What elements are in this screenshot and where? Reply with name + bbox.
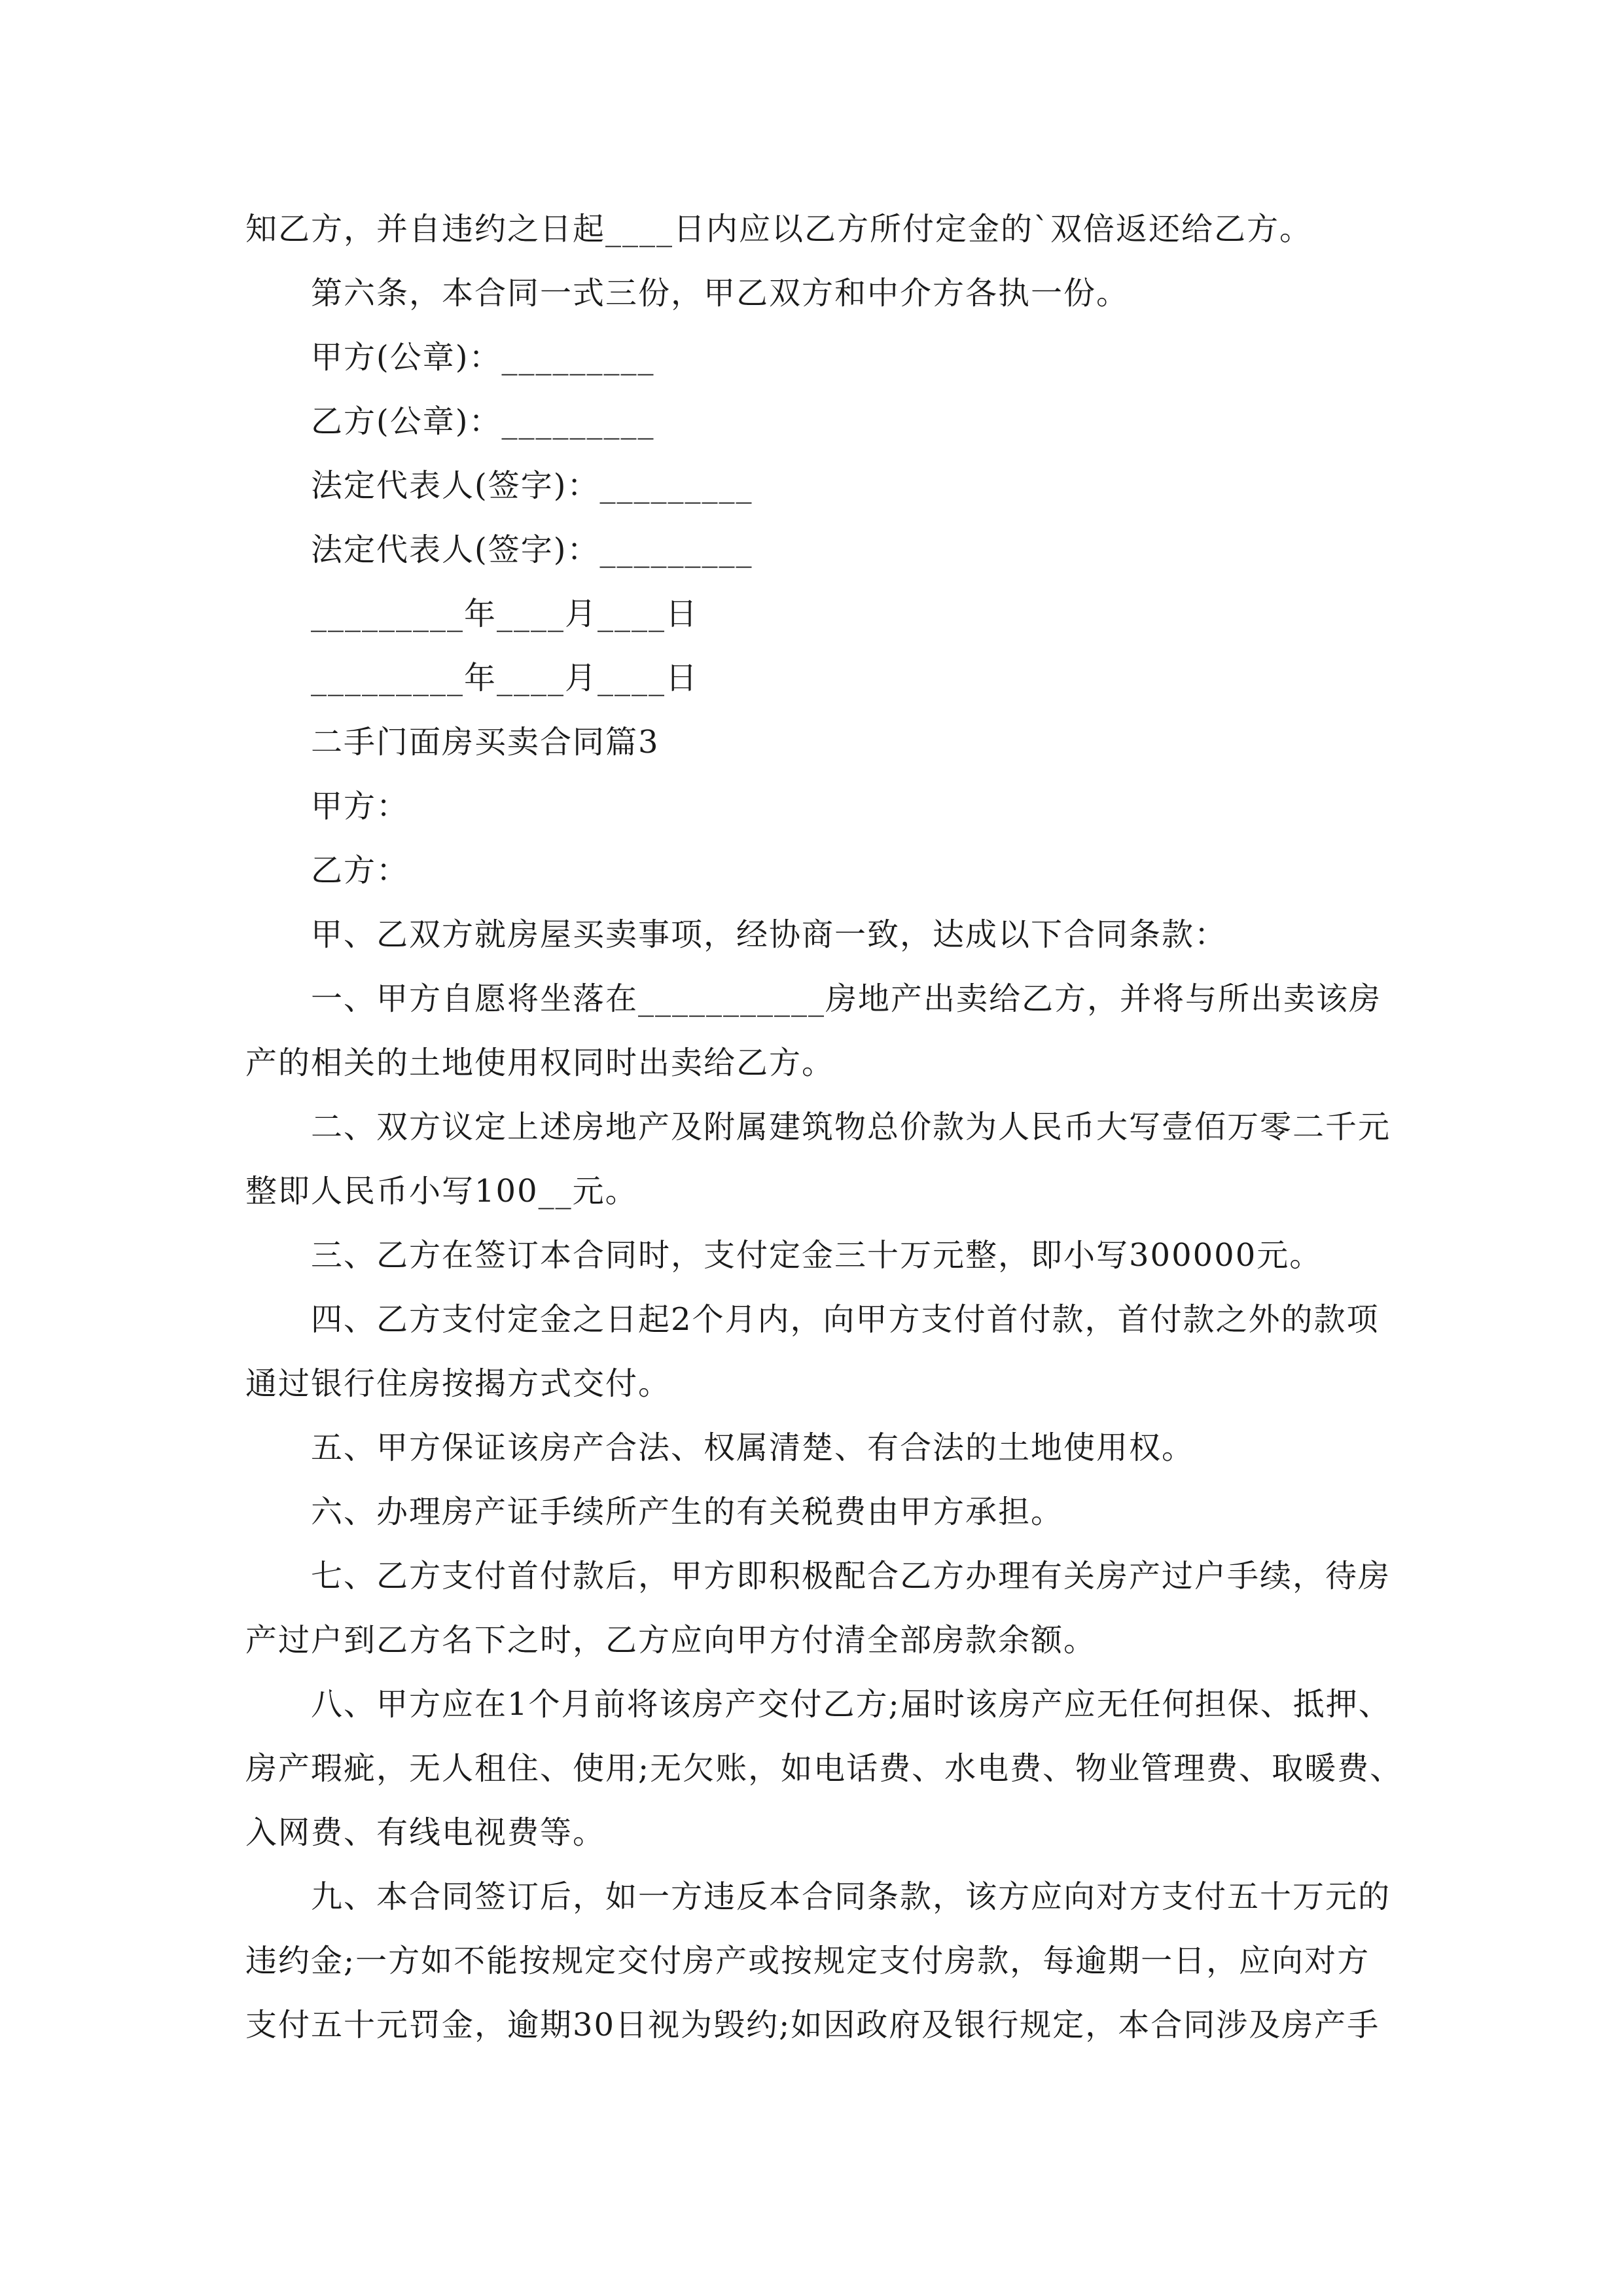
text-line: 八、甲方应在1个月前将该房产交付乙方;届时该房产应无任何担保、抵押、: [311, 1686, 1391, 1723]
party-b-label: 乙方：: [311, 852, 410, 889]
text-line: 七、乙方支付首付款后，甲方即积极配合乙方办理有关房产过户手续，待房: [311, 1558, 1391, 1594]
signature-line-party-a-seal: 甲方(公章)：_________: [311, 339, 655, 376]
text-line: 二、双方议定上述房地产及附属建筑物总价款为人民币大写壹佰万零二千元: [311, 1109, 1391, 1145]
text-line: 整即人民币小写100__元。: [245, 1173, 638, 1210]
text-line: 六、办理房产证手续所产生的有关税费由甲方承担。: [311, 1494, 1064, 1530]
text-line: 违约金;一方如不能按规定交付房产或按规定支付房款，每逾期一日，应向对方: [245, 1943, 1370, 1979]
text-line: 知乙方，并自违约之日起____日内应以乙方所付定金的`双倍返还给乙方。: [245, 211, 1313, 247]
signature-line-party-b-seal: 乙方(公章)：_________: [311, 403, 655, 440]
signature-line-legal-rep-1: 法定代表人(签字)：_________: [311, 467, 753, 504]
text-line: 房产瑕疵，无人租住、使用;无欠账，如电话费、水电费、物业管理费、取暖费、: [245, 1750, 1403, 1787]
text-line: 产的相关的土地使用权同时出卖给乙方。: [245, 1045, 835, 1081]
text-line: 五、甲方保证该房产合法、权属清楚、有合法的土地使用权。: [311, 1429, 1195, 1466]
text-line: 产过户到乙方名下之时，乙方应向甲方付清全部房款余额。: [245, 1622, 1097, 1659]
text-line: 支付五十元罚金，逾期30日视为毁约;如因政府及银行规定，本合同涉及房产手: [245, 2007, 1380, 2043]
signature-line-legal-rep-2: 法定代表人(签字)：_________: [311, 531, 753, 568]
text-line: 三、乙方在签订本合同时，支付定金三十万元整，即小写300000元。: [311, 1237, 1323, 1274]
text-line: 入网费、有线电视费等。: [245, 1814, 606, 1851]
text-line: 一、甲方自愿将坐落在___________房地产出卖给乙方，并将与所出卖该房: [311, 980, 1382, 1017]
text-line: 通过银行住房按揭方式交付。: [245, 1365, 671, 1402]
party-a-label: 甲方：: [311, 788, 410, 825]
date-line-2: _________年____月____日: [311, 660, 699, 696]
date-line-1: _________年____月____日: [311, 596, 699, 632]
section-heading: 二手门面房买卖合同篇3: [311, 724, 660, 761]
text-line: 九、本合同签订后，如一方违反本合同条款，该方应向对方支付五十万元的: [311, 1878, 1391, 1915]
text-line: 甲、乙双方就房屋买卖事项，经协商一致，达成以下合同条款：: [311, 916, 1228, 953]
text-line: 四、乙方支付定金之日起2个月内，向甲方支付首付款，首付款之外的款项: [311, 1301, 1380, 1338]
text-line: 第六条，本合同一式三份，甲乙双方和中介方各执一份。: [311, 275, 1130, 312]
